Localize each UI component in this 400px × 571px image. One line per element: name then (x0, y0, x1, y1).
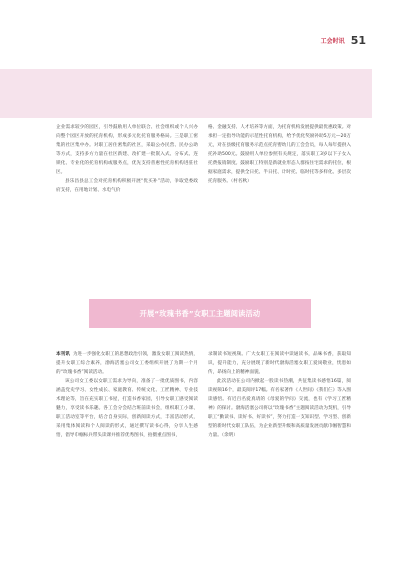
paragraph: 此次活动在公司内掀起一股读书热潮，共征集读书感悟16篇，阅读视频16个，最美阅评17幅。有名家著作《人世间》《我们仨》等入图读感悟。有近百名爱真请的《母爱的学问》交流，也有《学习工匠精神》的探讨。渤海活塞公司将以“玫瑰书香”主题阅读活动为契机，引导职工“勤读书、读好书、好读书”，努力打造一支知识型、学习型、创新型的新时代女职工队伍，为企业新型升级和高质量发展贡献巾帼智慧和力量。（余明） (208, 379, 351, 438)
paragraph: 格、金融支持、人才培养等方面，为托育机构发展提供最优惠政策。对承担一定指导功能的示范性托育机构，给予优化奖励补助5万元—20万元，对在县级托育服务示范点托育婴幼儿的工会会员，每人每年提供入托补助500元。鼓励用人单位参照有关规定，落实职工3岁以下子女入托费报销制度。鼓励职工特别是新就业形态人群按住宅需求的托位，根据家庭需求，提供全日托、半日托、计时托、临时托等多样化、多层次托育服务。（村名秋） (208, 125, 351, 184)
byline: 本刊讯 (56, 352, 70, 357)
article-title: 开展“玫瑰书香”女职工主题阅读活动 (139, 308, 261, 318)
article-column-bottom-right (208, 350, 351, 440)
decorative-pink-block (0, 69, 372, 118)
paragraph: 企业需求较少的园区，引导鼓励用人单位联合、社会组织或个人兴办向整个园区开放的托育机构，形成多元化托育服务格局。三是职工密集的社区集中办。对职工居住密集的社区，采取公办民营、民办公助等方式，支持多方力量在社区新建、改扩建一批嵌入式、分布式、连锁化、专业化的托育机构或服务点，优先支持普惠性托育机构进驻社区。 (56, 125, 198, 175)
paragraph: 录制读书短视频。广大女职工在阅读中读通读书，品味书香，获取知识，提升能力，充分展现了新时代渤海活塞女职工爱岗敬业，忧患如传，昂扬向上的精神面貌。 (208, 352, 351, 375)
article-title-banner (89, 299, 311, 328)
journal-tag: 工会时讯 (320, 38, 345, 45)
article-column-top-right (208, 123, 351, 186)
lead-text: 为进一步强化女职工的思想政治引领，激发女职工阅读热情，提升女职工综合素养，渤海活塞公司女工委组织开展了为期一个月的“玫瑰书香”阅读活动。 (56, 352, 198, 375)
page-header (321, 34, 366, 47)
paragraph: 该公司女工委以女职工需求为导向，准备了一批优质图书，内容涵盖党史学习、女性成长、家庭教育、传统文化、工匠精神、专业技术理论等，旨在充实职工书屋，打造书香家园，引导女职工感受阅读魅力，享受读书乐趣。各工会分会结合班前读书会，组织职工小课、职工活动室等平台，结合自身实际，创新阅读方式，丰富活动形式，采用集体阅读和个人阅读的形式，通过撰写读书心得，分享人生感悟，倡导巾帼标兵带头读课并推荐优秀图书，拍摄重点图书， (56, 379, 198, 438)
article-column-top-left (56, 123, 198, 195)
paragraph: 县乐昌县总工会对托育机构积极开展“优买补”活动，争取党委政府支持，在用地计划、水电气价 (56, 179, 198, 193)
lead-paragraph (56, 350, 198, 377)
decorative-edge (372, 69, 400, 118)
page-number: 51 (350, 34, 366, 47)
article-column-bottom-left (56, 350, 198, 440)
